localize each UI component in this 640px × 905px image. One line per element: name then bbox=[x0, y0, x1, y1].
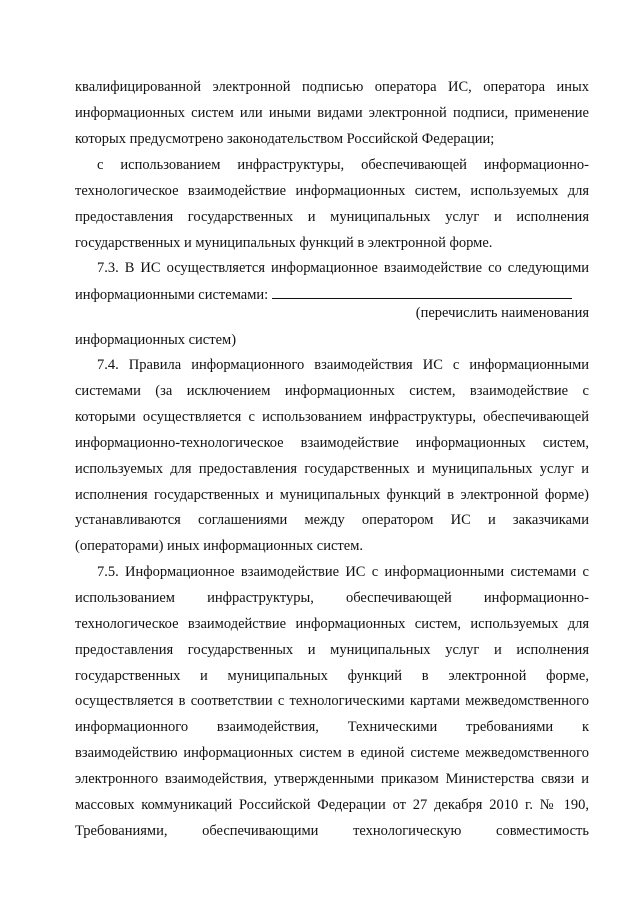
text-line: технологическое взаимодействие информационных систем, используемых для bbox=[75, 183, 589, 199]
text-line bbox=[75, 284, 589, 304]
text-line: технологическое взаимодействие информационных систем, используемых для bbox=[75, 616, 589, 632]
text-line: предоставления государственных и муниципальных услуг и исполнения bbox=[75, 209, 589, 225]
text-line: информационного взаимодействия, Техническими требованиями к bbox=[75, 719, 589, 735]
text-line: используемых для предоставления государственных и муниципальных услуг и bbox=[75, 461, 589, 477]
text-line: 7.4. Правила информационного взаимодействия ИС с информационными bbox=[97, 357, 589, 373]
text-line: с использованием инфраструктуры, обеспечивающей информационно- bbox=[97, 157, 589, 173]
text-line: (операторами) иных информационных систем. bbox=[75, 538, 364, 554]
text-line: которых предусмотрено законодательством Российской Федерации; bbox=[75, 131, 495, 147]
text-line: информационно-технологическое взаимодействие информационных систем, bbox=[75, 435, 589, 451]
text-line: 7.5. Информационное взаимодействие ИС с информационными системами с bbox=[97, 564, 589, 580]
text-line: электронного взаимодействия, утвержденными приказом Министерства связи и bbox=[75, 771, 589, 787]
text-line: массовых коммуникаций Российской Федерации от 27 декабря 2010 г. № 190, bbox=[75, 797, 589, 813]
text-line: квалифицированной электронной подписью оператора ИС, оператора иных bbox=[75, 79, 589, 95]
fill-in-blank bbox=[272, 284, 572, 299]
text-fragment: информационными системами: bbox=[75, 287, 269, 303]
text-line: государственных и муниципальных функций в электронной форме, bbox=[75, 668, 589, 684]
text-line: взаимодействию информационных систем в единой системе межведомственного bbox=[75, 745, 589, 761]
text-line: осуществляется в соответствии с технологическими картами межведомственного bbox=[75, 693, 589, 709]
text-line: государственных и муниципальных функций в электронной форме. bbox=[75, 235, 493, 251]
text-line: использованием инфраструктуры, обеспечивающей информационно- bbox=[75, 590, 589, 606]
text-line: 7.3. В ИС осуществляется информационное взаимодействие со следующими bbox=[97, 260, 589, 276]
text-line: системами (за исключением информационных систем, взаимодействие с bbox=[75, 383, 589, 399]
text-line: (перечислить наименования bbox=[415, 305, 589, 321]
text-line: устанавливаются соглашениями между оператором ИС и заказчиками bbox=[75, 512, 589, 528]
text-line: информационных систем) bbox=[75, 332, 237, 348]
text-line: информационных систем или иными видами электронной подписи, применение bbox=[75, 105, 589, 121]
text-line: предоставления государственных и муниципальных услуг и исполнения bbox=[75, 642, 589, 658]
text-line: исполнения государственных и муниципальных функций в электронной форме) bbox=[75, 487, 589, 503]
text-line: Требованиями, обеспечивающими технологическую совместимость bbox=[75, 823, 589, 839]
text-line: которыми осуществляется с использованием инфраструктуры, обеспечивающей bbox=[75, 409, 589, 425]
